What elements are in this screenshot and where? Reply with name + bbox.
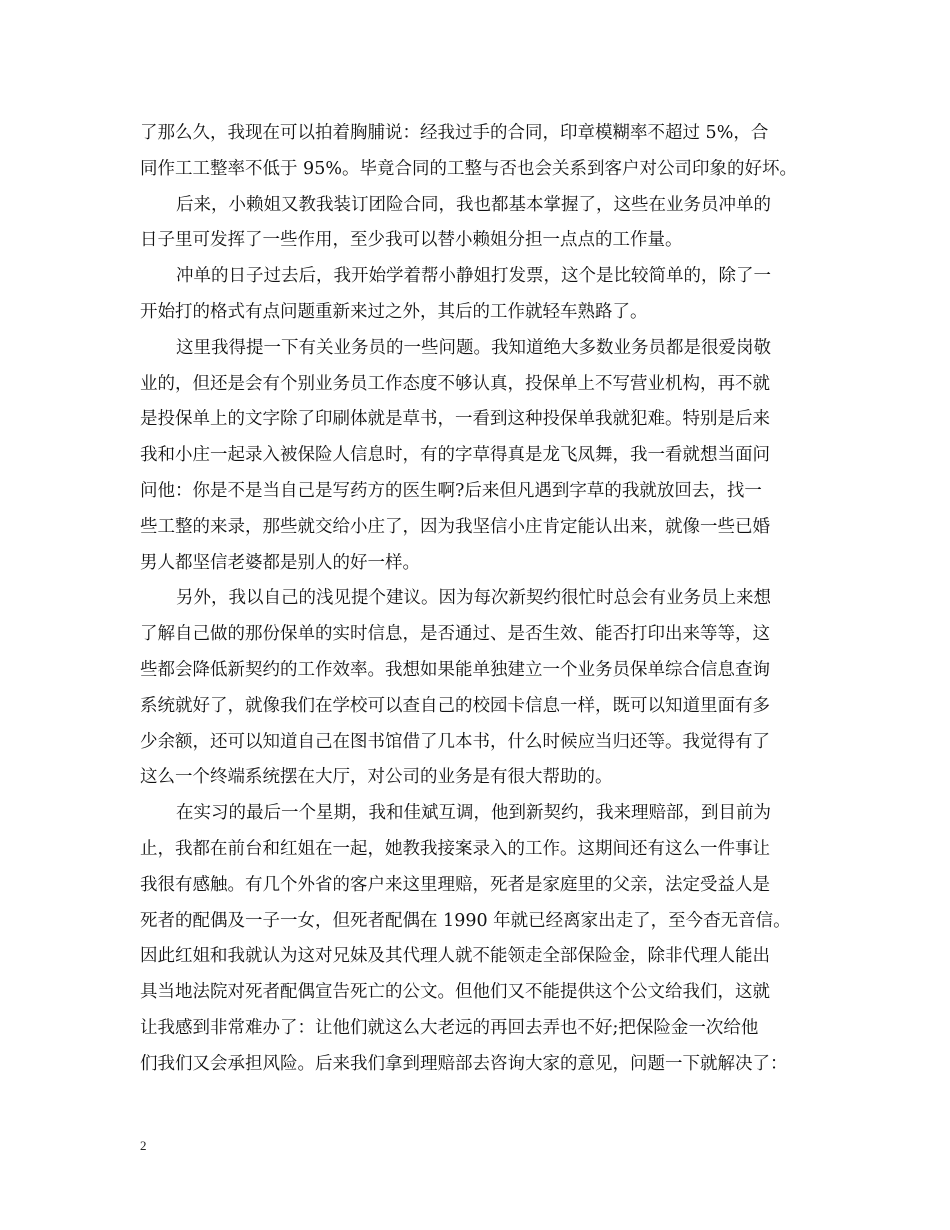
text-line: 让我感到非常难办了：让他们就这么大老远的再回去弄也不好;把保险金一次给他	[140, 1017, 759, 1038]
text-line: 因此红姐和我就认为这对兄妹及其代理人就不能领走全部保险金，除非代理人能出	[140, 946, 770, 967]
text-line: 问他：你是不是当自己是写药方的医生啊?后来但凡遇到字草的我就放回去，找一	[140, 480, 762, 501]
text-line: 另外，我以自己的浅见提个建议。因为每次新契约很忙时总会有业务员上来想	[176, 588, 771, 609]
text-line: 我很有感触。有几个外省的客户来这里理赔，死者是家庭里的父亲，法定受益人是	[140, 874, 770, 895]
text-line: 少余额，还可以知道自己在图书馆借了几本书，什么时候应当归还等。我觉得有了	[140, 731, 770, 752]
text-line: 这里我得提一下有关业务员的一些问题。我知道绝大多数业务员都是很爱岗敬	[176, 337, 771, 358]
text-line: 冲单的日子过去后，我开始学着帮小静姐打发票，这个是比较简单的，除了一	[176, 266, 771, 287]
body-text	[140, 116, 830, 1083]
text-line: 我和小庄一起录入被保险人信息时，有的字草得真是龙飞凤舞，我一看就想当面问	[140, 445, 770, 466]
text-line: 们我们又会承担风险。后来我们拿到理赔部去咨询大家的意见，问题一下就解决了：	[140, 1053, 788, 1074]
text-line: 男人都坚信老婆都是别人的好一样。	[140, 552, 420, 573]
text-line: 同作工工整率不低于 95%。毕竟合同的工整与否也会关系到客户对公司印象的好坏。	[140, 158, 797, 179]
text-line: 了那么久，我现在可以拍着胸脯说：经我过手的合同，印章模糊率不超过 5%，合	[140, 123, 769, 143]
text-line: 这么一个终端系统摆在大厅，对公司的业务是有很大帮助的。	[140, 767, 613, 788]
text-line: 止，我都在前台和红姐在一起，她教我接案录入的工作。这期间还有这么一件事让	[140, 838, 770, 859]
text-line: 系统就好了，就像我们在学校可以查自己的校园卡信息一样，既可以知道里面有多	[140, 695, 770, 716]
text-line: 具当地法院对死者配偶宣告死亡的公文。但他们又不能提供这个公文给我们，这就	[140, 982, 770, 1003]
text-line: 了解自己做的那份保单的实时信息，是否通过、是否生效、能否打印出来等等，这	[140, 624, 770, 645]
text-line: 些工整的来录，那些就交给小庄了，因为我坚信小庄肯定能认出来，就像一些已婚	[140, 516, 770, 537]
text-line: 业的，但还是会有个别业务员工作态度不够认真，投保单上不写营业机构，再不就	[140, 373, 770, 394]
text-line: 日子里可发挥了一些作用，至少我可以替小赖姐分担一点点的工作量。	[140, 230, 683, 251]
page-number: 2	[140, 1138, 147, 1153]
text-line: 在实习的最后一个星期，我和佳斌互调，他到新契约，我来理赔部，到目前为	[176, 803, 771, 824]
text-line: 开始打的格式有点问题重新来过之外，其后的工作就轻车熟路了。	[140, 301, 648, 322]
text-line: 是投保单上的文字除了印刷体就是草书，一看到这种投保单我就犯难。特别是后来	[140, 409, 770, 430]
text-line: 些都会降低新契约的工作效率。我想如果能单独建立一个业务员保单综合信息查询	[140, 659, 770, 680]
text-line: 死者的配偶及一子一女，但死者配偶在 1990 年就已经离家出走了，至今杳无音信。	[140, 910, 791, 931]
text-line: 后来，小赖姐又教我装订团险合同，我也都基本掌握了，这些在业务员冲单的	[176, 194, 771, 215]
